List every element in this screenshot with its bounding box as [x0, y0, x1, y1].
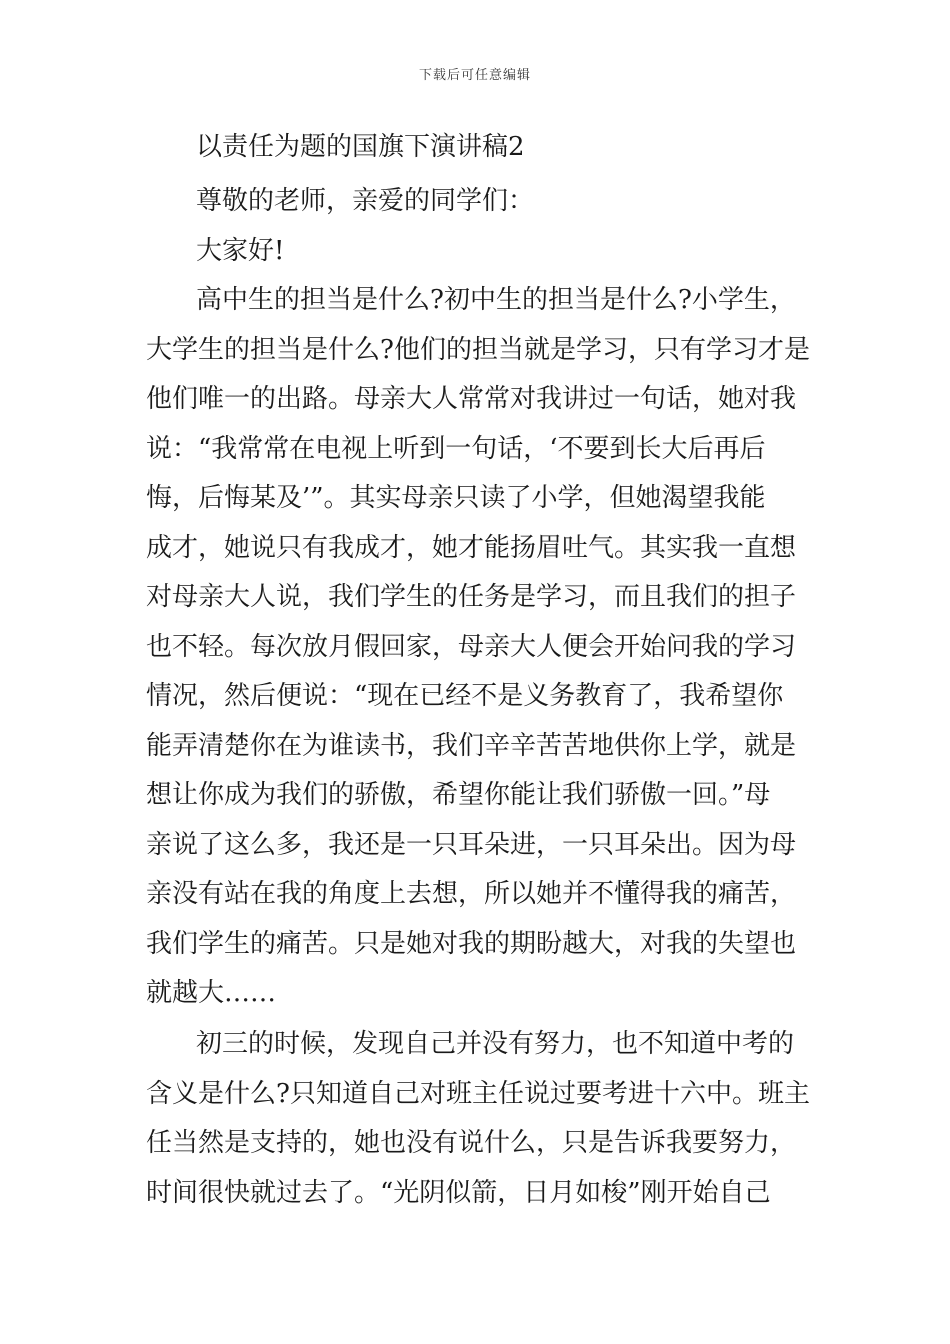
paragraph-line: 时间很快就过去了。“光阴似箭，日月如梭”刚开始自己 — [146, 1178, 771, 1208]
doc-title: 以责任为题的国旗下演讲稿2 — [196, 132, 525, 162]
paragraph-line: 亲没有站在我的角度上去想，所以她并不懂得我的痛苦， — [146, 879, 797, 909]
paragraph-line: 情况，然后便说：“现在已经不是义务教育了，我希望你 — [146, 681, 784, 711]
paragraph-line: 能弄清楚你在为谁读书，我们辛辛苦苦地供你上学，就是 — [146, 731, 797, 761]
salutation: 尊敬的老师，亲爱的同学们： — [196, 186, 535, 216]
paragraph-line: 说：“我常常在电视上听到一句话，‘不要到长大后再后 — [146, 434, 766, 464]
paragraph-line: 他们唯一的出路。母亲大人常常对我讲过一句话，她对我 — [146, 384, 797, 414]
paragraph-line: 任当然是支持的，她也没有说什么，只是告诉我要努力， — [146, 1128, 797, 1158]
paragraph-line: 高中生的担当是什么?初中生的担当是什么?小学生， — [196, 285, 796, 315]
greeting: 大家好! — [196, 236, 285, 266]
paragraph-line: 想让你成为我们的骄傲，希望你能让我们骄傲一回。”母 — [146, 780, 771, 810]
paragraph-line: 对母亲大人说，我们学生的任务是学习，而且我们的担子 — [146, 582, 797, 612]
paragraph-line: 初三的时候，发现自己并没有努力，也不知道中考的 — [196, 1029, 795, 1059]
paragraph-line: 含义是什么?只知道自己对班主任说过要考进十六中。班主 — [146, 1079, 810, 1109]
paragraph-line: 也不轻。每次放月假回家，母亲大人便会开始问我的学习 — [146, 632, 797, 662]
paragraph-line: 大学生的担当是什么?他们的担当就是学习，只有学习才是 — [146, 335, 810, 365]
paragraph-line: 悔，后悔某及’”。其实母亲只读了小学，但她渴望我能 — [146, 483, 766, 513]
header-note: 下载后可任意编辑 — [418, 68, 531, 83]
paragraph-line: 成才，她说只有我成才，她才能扬眉吐气。其实我一直想 — [146, 533, 797, 563]
paragraph-line: 亲说了这么多，我还是一只耳朵进，一只耳朵出。因为母 — [146, 830, 797, 860]
paragraph-line: 就越大…… — [146, 978, 277, 1008]
paragraph-line: 我们学生的痛苦。只是她对我的期盼越大，对我的失望也 — [146, 929, 797, 959]
